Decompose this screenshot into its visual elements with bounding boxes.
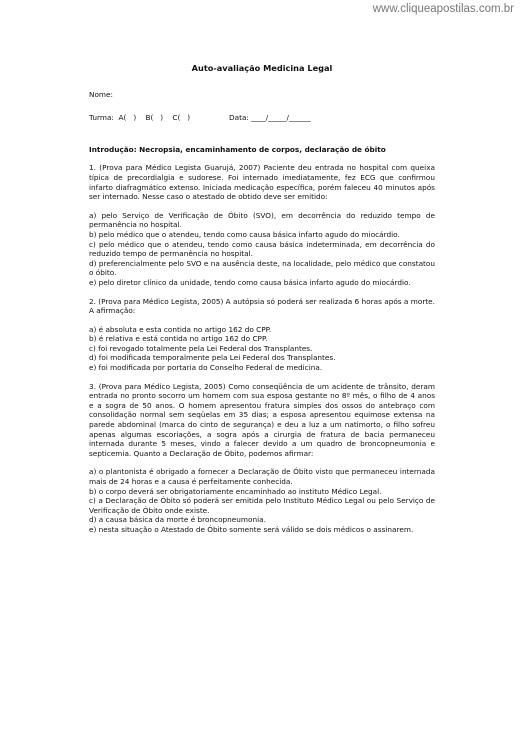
question-3-stem: 3. (Prova para Médico Legista, 2005) Como conseqüência de um acidente de trânsito, deram entrada no pronto socorro um homem com sua esposa gestante no 8º mês, o filho de 4 anos e a sogra de 50 anos. O homem apresentou fratura simples dos ossos do antebraço com consolidação normal sem seqüelas em 35 dias; a esposa apresentou equimose extensa na parede abdominal (marca do cinto de segurança) e deu a luz a um natimorto, o filho sofreu apenas algumas escoriações, a sogra após a cirurgia de fratura de bacia permaneceu internada durante 5 meses, vindo a falecer devido a um quadro de broncopneumonia e septicemia. Quanto a Declaração de Óbito, podemos afirmar:	[89, 381, 435, 458]
question-1-option-d: d) preferencialmente pelo SVO e na ausência deste, na localidade, pelo médico que constatou o óbito.	[89, 258, 435, 278]
section-intro: Introdução: Necropsia, encaminhamento de corpos, declaração de óbito	[89, 144, 386, 154]
question-3-option-d: d) a causa básica da morte é broncopneumonia.	[89, 515, 266, 525]
question-2-option-c: c) foi revogado totalmente pela Lei Federal dos Transplantes.	[89, 343, 313, 353]
question-2-option-e: e) foi modificada por portaria do Conselho Federal de medicina.	[89, 363, 323, 373]
question-1-stem: 1. (Prova para Médico Legista Guarujá, 2007) Paciente deu entrada no hospital com queixa típica de precordialgia e sudorese. Foi internado imediatamente, fez ECG que confirmou infarto diafragmático extenso. Iniciada medicação específica, porém faleceu 40 minutos após ser internado. Nesse caso o atestado de obtido deve ser emitido:	[89, 163, 435, 202]
site-watermark-url[interactable]: www.cliqueapostilas.com.br	[372, 3, 514, 15]
question-2-option-a: a) é absoluta e esta contida no artigo 162 do CPP.	[89, 324, 272, 334]
question-1-option-e: e) pelo diretor clínico da unidade, tendo como causa básica infarto agudo do miocárdio.	[89, 277, 411, 287]
date-field: Data: ____/_____/______	[229, 113, 311, 123]
class-date-row	[89, 113, 435, 123]
question-1-option-b: b) pelo médico que o atendeu, tendo como causa básica infarto agudo do miocárdio.	[89, 229, 400, 239]
name-field-label: Nome:	[89, 89, 113, 99]
question-1-option-a: a) pelo Serviço de Verificação de Óbito (SVO), em decorrência do reduzido tempo de permanência no hospital.	[89, 210, 435, 230]
document-title: Auto-avaliação Medicina Legal	[191, 63, 333, 73]
question-3-option-b: b) o corpo deverá ser obrigatoriamente encaminhado ao instituto Médico Legal.	[89, 486, 382, 496]
question-2-option-b: b) é relativa e está contida no artigo 162 do CPP.	[89, 334, 268, 344]
class-options: Turma: A( ) B( ) C( )	[89, 113, 191, 123]
question-3-option-c: c) a Declaração de Óbito só poderá ser emitida pelo Instituto Médico Legal ou pelo Serviço de Verificação de Óbito onde existe.	[89, 496, 435, 515]
question-2-option-d: d) foi modificada temporalmente pela Lei Federal dos Transplantes.	[89, 353, 336, 363]
question-1-option-c: c) pelo médico que o atendeu, tendo como causa básica indeterminada, em decorrência do reduzido tempo de permanência no hospital.	[89, 239, 435, 259]
question-2-stem: 2. (Prova para Médico Legista, 2005) A autópsia só poderá ser realizada 6 horas após a morte. A afirmação:	[89, 296, 435, 316]
document-body	[89, 64, 435, 535]
question-3-option-e: e) nesta situação o Atestado de Óbito somente será válido se dois médicos o assinarem.	[89, 524, 414, 534]
question-3-option-a: a) o plantonista é obrigado a fornecer a Declaração de Óbito visto que permaneceu internada mais de 24 horas e a causa é perfeitamente conhecida.	[89, 467, 435, 486]
